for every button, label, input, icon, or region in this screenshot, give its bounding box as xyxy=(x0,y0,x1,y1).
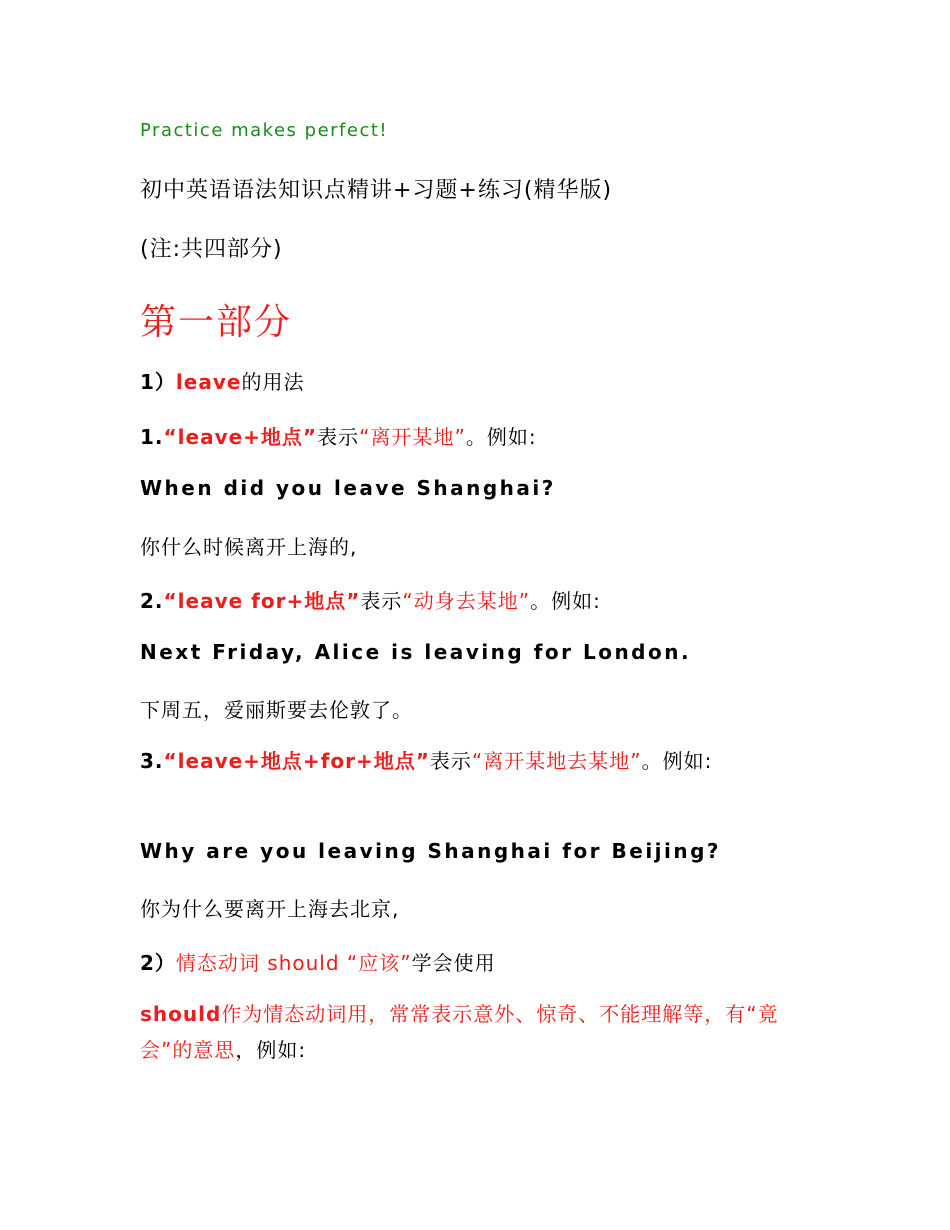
example-sentence-1: When did you leave Shanghai? xyxy=(140,476,556,500)
should-keyword: should xyxy=(140,1002,222,1026)
document-title: 初中英语语法知识点精讲+习题+练习(精华版) xyxy=(140,178,613,203)
rule-end: 。例如: xyxy=(465,425,537,449)
section-heading-rest: 学会使用 xyxy=(411,951,496,975)
rule-end: 。例如: xyxy=(641,749,713,773)
rule-number: 2. xyxy=(140,589,164,613)
part-heading: 第一部分 xyxy=(140,302,293,343)
rule-meaning: “离开某地去某地” xyxy=(471,749,642,773)
rule-phrase: “leave+地点” xyxy=(163,425,318,449)
rule-number: 3. xyxy=(140,749,164,773)
translation-2: 下周五，爱丽斯要去伦敦了。 xyxy=(140,698,413,722)
example-sentence-2: Next Friday, Alice is leaving for London. xyxy=(140,640,692,664)
translation-1: 你什么时候离开上海的, xyxy=(140,535,358,559)
rule-mid: 表示 xyxy=(360,589,403,613)
note: (注:共四部分) xyxy=(140,237,283,262)
rule-1 xyxy=(140,421,537,450)
rule-end: 。例如: xyxy=(530,589,601,613)
example-sentence-3: Why are you leaving Shanghai for Beijing? xyxy=(140,839,722,863)
rule-3 xyxy=(140,743,810,779)
rule-meaning: “离开某地” xyxy=(359,425,466,449)
rule-phrase: “leave+地点+for+地点” xyxy=(163,749,430,773)
section-heading-2 xyxy=(140,947,496,976)
section-keyword: leave xyxy=(175,370,242,394)
section-topic: 情态动词 should “应该” xyxy=(175,951,412,975)
rule-2 xyxy=(140,585,601,614)
motto: Practice makes perfect! xyxy=(140,120,389,141)
should-explanation: 作为情态动词用，常常表示意外、惊奇、不能理解等，有“竟会”的意思 xyxy=(140,1002,779,1062)
translation-3: 你为什么要离开上海去北京, xyxy=(140,897,400,921)
should-note-end: ，例如: xyxy=(235,1038,307,1062)
rule-meaning: “动身去某地” xyxy=(402,589,531,613)
rule-mid: 表示 xyxy=(429,749,472,773)
rule-number: 1. xyxy=(140,425,164,449)
section-number: 1） xyxy=(140,370,176,394)
rule-phrase: “leave for+地点” xyxy=(163,589,361,613)
should-usage-note xyxy=(140,996,810,1068)
section-number: 2） xyxy=(140,951,176,975)
section-heading-1 xyxy=(140,366,304,395)
rule-mid: 表示 xyxy=(317,425,360,449)
section-heading-rest: 的用法 xyxy=(241,370,305,394)
